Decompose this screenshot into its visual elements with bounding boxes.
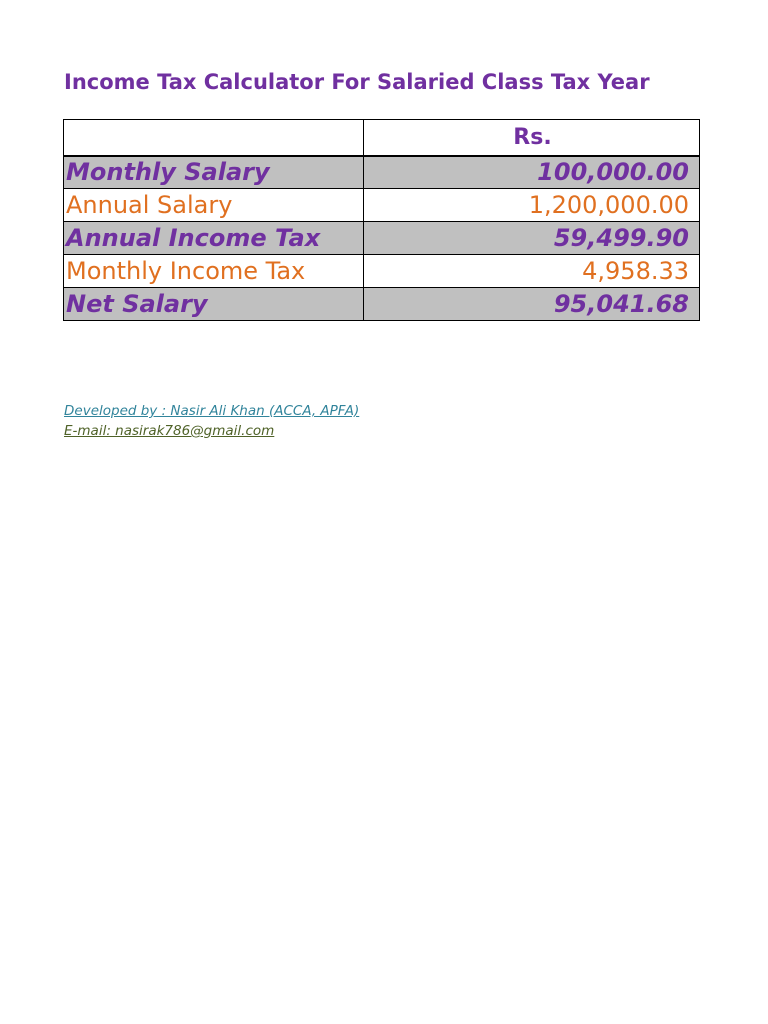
row-value: 95,041.68 (364, 288, 700, 321)
row-label: Annual Salary (64, 189, 364, 222)
table-header-row (64, 120, 700, 156)
row-label: Monthly Income Tax (64, 255, 364, 288)
developer-credit-link[interactable]: Developed by : Nasir Ali Khan (ACCA, APFA) (64, 403, 360, 419)
row-label: Monthly Salary (64, 156, 364, 189)
table-row-monthly-income-tax (64, 255, 700, 288)
page-title: Income Tax Calculator For Salaried Class Tax Year (64, 70, 650, 94)
row-label: Net Salary (64, 288, 364, 321)
row-value: 4,958.33 (364, 255, 700, 288)
table-row-annual-salary (64, 189, 700, 222)
monthly-salary-input[interactable]: 100,000.00 (364, 156, 700, 189)
currency-header: Rs. (364, 120, 700, 156)
header-empty-cell (64, 120, 364, 156)
row-value: 1,200,000.00 (364, 189, 700, 222)
tax-calculator-table (63, 119, 700, 321)
table-row-monthly-salary (64, 156, 700, 189)
row-label: Annual Income Tax (64, 222, 364, 255)
email-link[interactable]: E-mail: nasirak786@gmail.com (64, 423, 275, 439)
table-row-annual-income-tax (64, 222, 700, 255)
table-row-net-salary (64, 288, 700, 321)
row-value: 59,499.90 (364, 222, 700, 255)
